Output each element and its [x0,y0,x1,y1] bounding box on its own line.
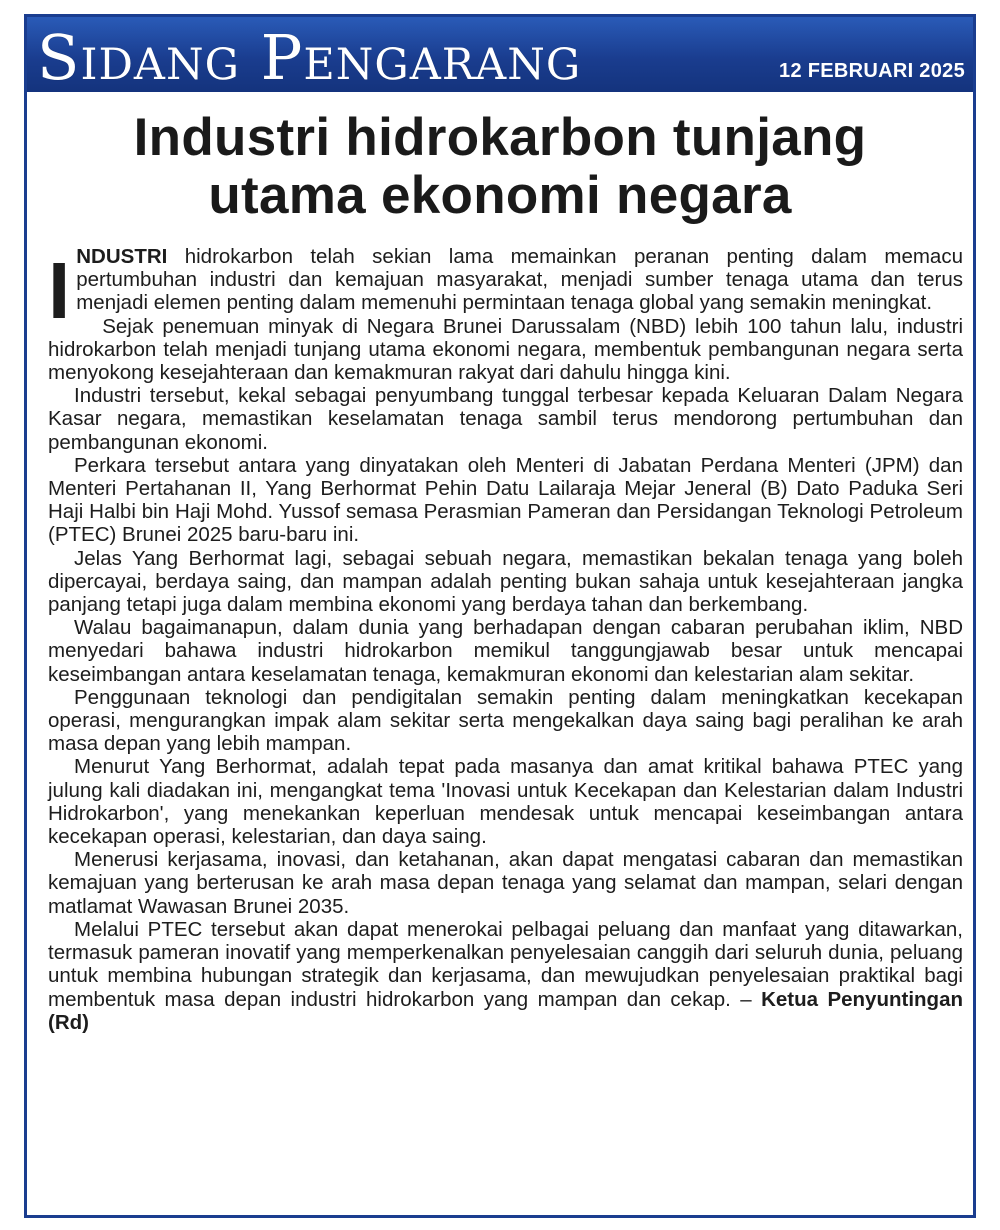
lead-text: hidrokarbon telah sekian lama memainkan peranan penting dalam memacu pertumbuhan industri dan kemajuan masyarakat, menjadi sumber tenaga utama dan terus menjadi elemen penting dalam memenuhi permintaan tenaga global yang semakin meningkat. [76,245,963,315]
section-banner [27,17,973,92]
closing-paragraph [48,918,963,1034]
paragraph: Industri tersebut, kekal sebagai penyumbang tunggal terbesar kepada Keluaran Dalam Negara Kasar negara, memastikan keselamatan tenaga sambil terus mendorong pertumbuhan dan pembangunan ekonomi. [48,384,963,454]
headline-line-1: Industri hidrokarbon tunjang [133,108,867,167]
paragraph: Sejak penemuan minyak di Negara Brunei Darussalam (NBD) lebih 100 tahun lalu, industri hidrokarbon telah menjadi tunjang utama ekonomi negara, membentuk pembangunan negara serta menyokong kesejahteraan dan kemakmuran rakyat dari dahulu hingga kini. [48,314,963,385]
article-headline [27,109,973,225]
headline-line-2: utama ekonomi negara [208,166,792,225]
paragraph: Penggunaan teknologi dan pendigitalan semakin penting dalam meningkatkan kecekapan operasi, mengurangkan impak alam sekitar serta mengekalkan daya saing bagi peralihan ke arah masa depan yang lebih mampan. [48,685,963,756]
paragraph: Menurut Yang Berhormat, adalah tepat pada masanya dan amat kritikal bahawa PTEC yang julung kali diadakan ini, mengangkat tema 'Inovasi untuk Kecekapan dan Kelestarian dalam Industri Hidrokarbon', yang menekankan keperluan mendesak untuk mencapai keseimbangan antara kecekapan operasi, kelestarian, dan daya saing. [48,755,963,849]
lead-bold-word: NDUSTRI [76,245,168,268]
lead-paragraph [48,245,963,335]
section-title: Sidang Pengarang [37,21,582,92]
paragraph: Perkara tersebut antara yang dinyatakan oleh Menteri di Jabatan Perdana Menteri (JPM) dan Menteri Pertahanan II, Yang Berhormat Pehin Datu Lailaraja Mejar Jeneral (B) Dato Paduka Seri Haji Halbi bin Haji Mohd. Yussof semasa Perasmian Pameran dan Persidangan Teknologi Petroleum (PTEC) Brunei 2025 baru-baru ini. [48,453,963,547]
paragraph: Jelas Yang Berhormat lagi, sebagai sebuah negara, memastikan bekalan tenaga yang boleh dipercayai, berdaya saing, dan mampan adalah penting bukan sahaja untuk kesejahteraan jangka panjang tetapi juga dalam membina ekonomi yang berdaya tahan dan berkembang. [48,546,963,617]
paragraph: Menerusi kerjasama, inovasi, dan ketahanan, akan dapat mengatasi cabaran dan memastikan kemajuan yang berterusan ke arah masa depan tenaga yang selamat dan mampan, selari dengan matlamat Wawasan Brunei 2035. [48,848,963,918]
paragraph: Walau bagaimanapun, dalam dunia yang berhadapan dengan cabaran perubahan iklim, NBD menyedari bahawa industri hidrokarbon memikul tanggungjawab besar untuk mencapai keseimbangan antara keselamatan tenaga, kemakmuran ekonomi dan kelestarian alam sekitar. [48,616,963,686]
article-body [48,245,963,1034]
publication-date: 12 FEBRUARI 2025 [779,60,965,82]
closing-text: Melalui PTEC tersebut akan dapat menerokai pelbagai peluang dan manfaat yang ditawarkan, termasuk pameran inovatif yang memperkenalkan penyelesaian canggih dari seluruh dunia, peluang untuk membina hubungan strategik dan kerjasama, dan mewujudkan penyelesaian praktikal bagi membentuk masa depan industri hidrokarbon yang mampan dan cekap. – [48,917,963,1011]
author-signature: Ketua Penyuntingan (Rd) [48,987,963,1034]
editorial-frame [24,14,976,1218]
drop-cap: I [48,246,71,335]
